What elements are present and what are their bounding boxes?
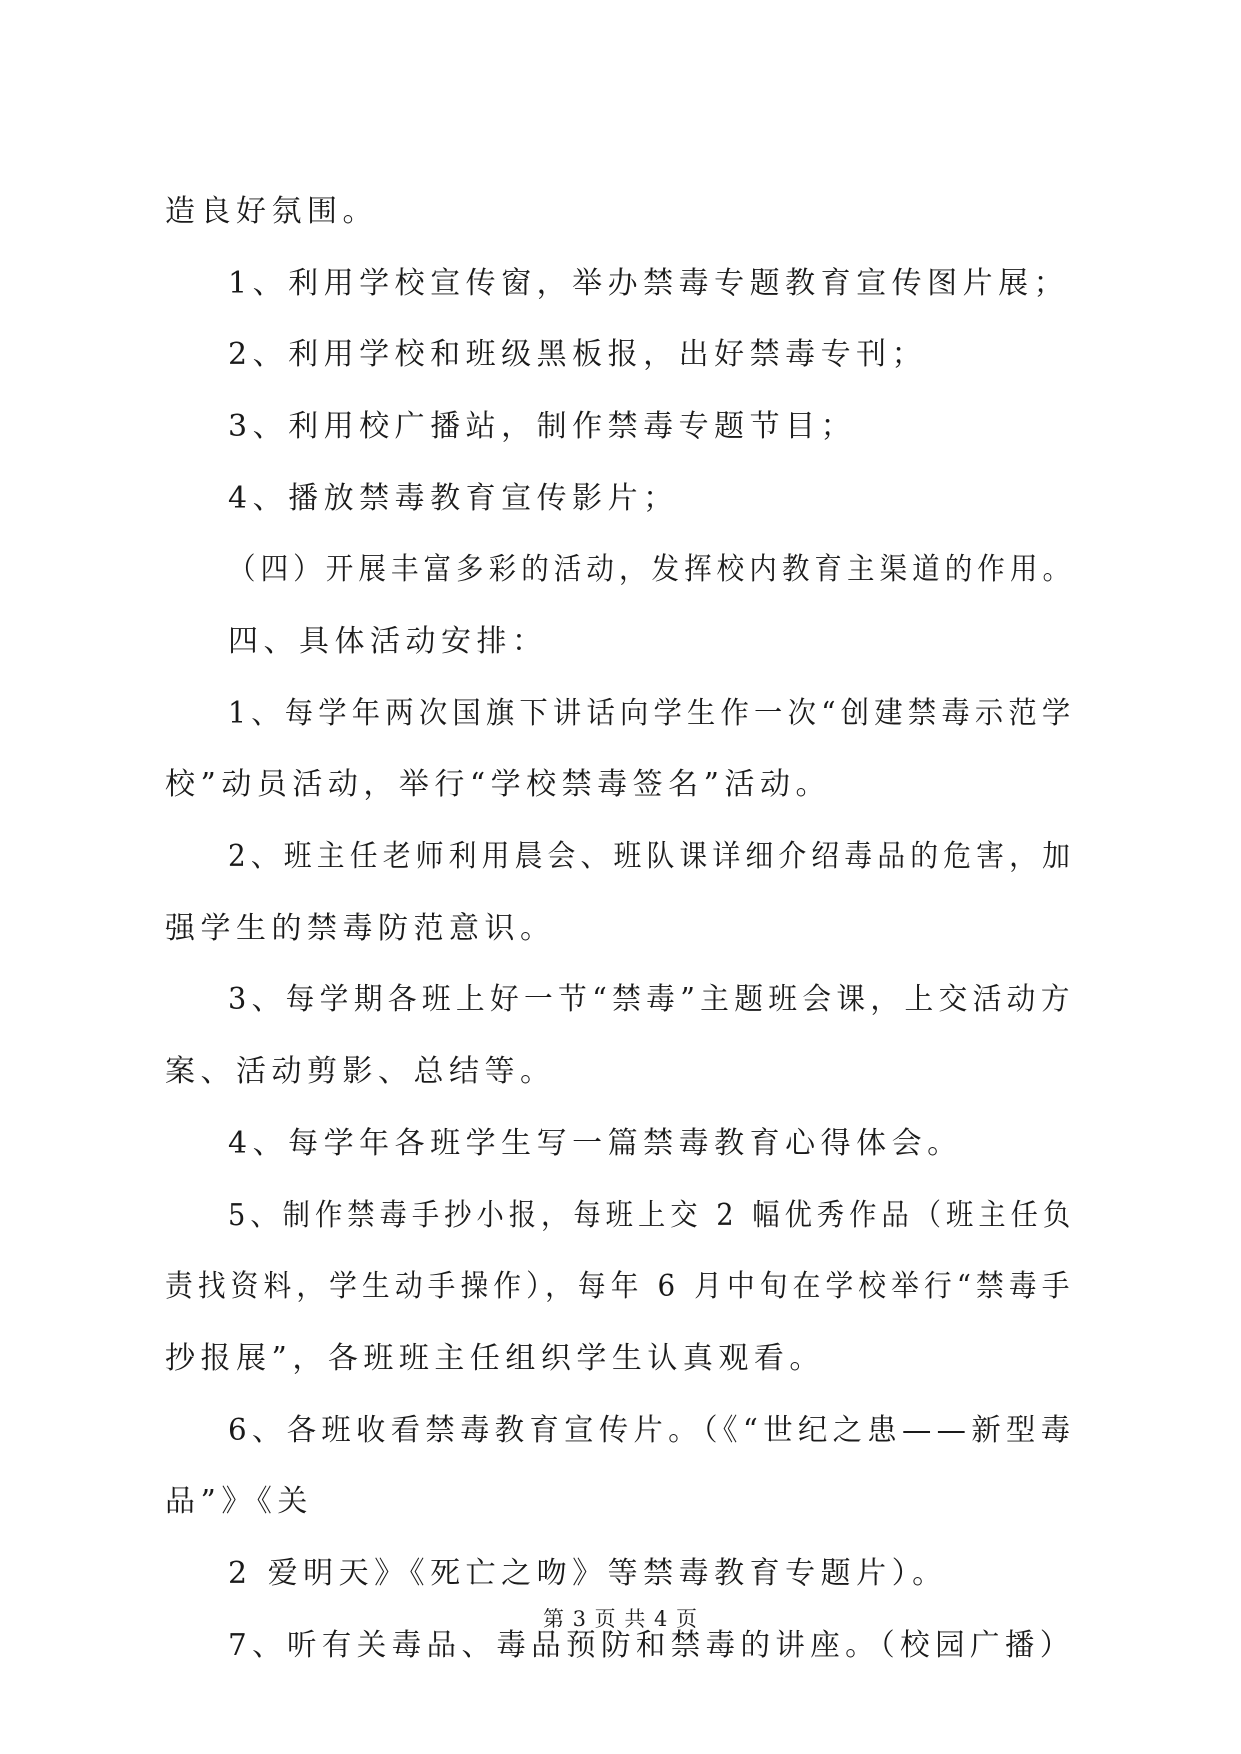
text-line-13: 案、活动剪影、总结等。 (165, 1054, 556, 1089)
text-line-9: 校”动员活动，举行“学校禁毒签名”活动。 (165, 767, 832, 802)
text-line-17: 抄报展”，各班班主任组织学生认真观看。 (165, 1341, 825, 1376)
text-line-4: 3、利用校广播站，制作禁毒专题节目； (228, 409, 857, 444)
page-number-footer: 第 3 页 共 4 页 (542, 1607, 699, 1631)
text-line-15: 5、制作禁毒手抄小报，每班上交 2 幅优秀作品（班主任负 (228, 1198, 1076, 1233)
text-line-14: 4、每学年各班学生写一篇禁毒教育心得体会。 (228, 1126, 963, 1161)
text-line-18: 6、各班收看禁毒教育宣传片。（《“世纪之患——新型毒 (228, 1413, 1076, 1448)
text-line-20: 2 爱明天》《死亡之吻》等禁毒教育专题片）。 (228, 1556, 948, 1591)
text-line-3: 2、利用学校和班级黑板报，出好禁毒专刊； (228, 337, 928, 372)
text-line-2: 1、利用学校宣传窗，举办禁毒专题教育宣传图片展； (228, 266, 1070, 301)
text-line-10: 2、班主任老师利用晨会、班队课详细介绍毒品的危害，加 (228, 839, 1076, 874)
text-line-19: 品”》《关 (165, 1484, 313, 1519)
text-line-7: 四、具体活动安排： (228, 624, 548, 659)
text-line-16: 责找资料，学生动手操作），每年 6 月中旬在学校举行“禁毒手 (165, 1269, 1075, 1304)
text-line-5: 4、播放禁毒教育宣传影片； (228, 481, 679, 516)
text-line-1: 造良好氛围。 (165, 194, 378, 229)
text-line-11: 强学生的禁毒防范意识。 (165, 911, 556, 946)
text-line-12: 3、每学期各班上好一节“禁毒”主题班会课，上交活动方 (228, 982, 1075, 1017)
text-line-21: 7、听有关毒品、毒品预防和禁毒的讲座。（校园广播） (228, 1628, 1075, 1663)
text-line-8: 1、每学年两次国旗下讲话向学生作一次“创建禁毒示范学 (228, 696, 1076, 731)
text-line-6: （四）开展丰富多彩的活动，发挥校内教育主渠道的作用。 (228, 552, 1076, 587)
